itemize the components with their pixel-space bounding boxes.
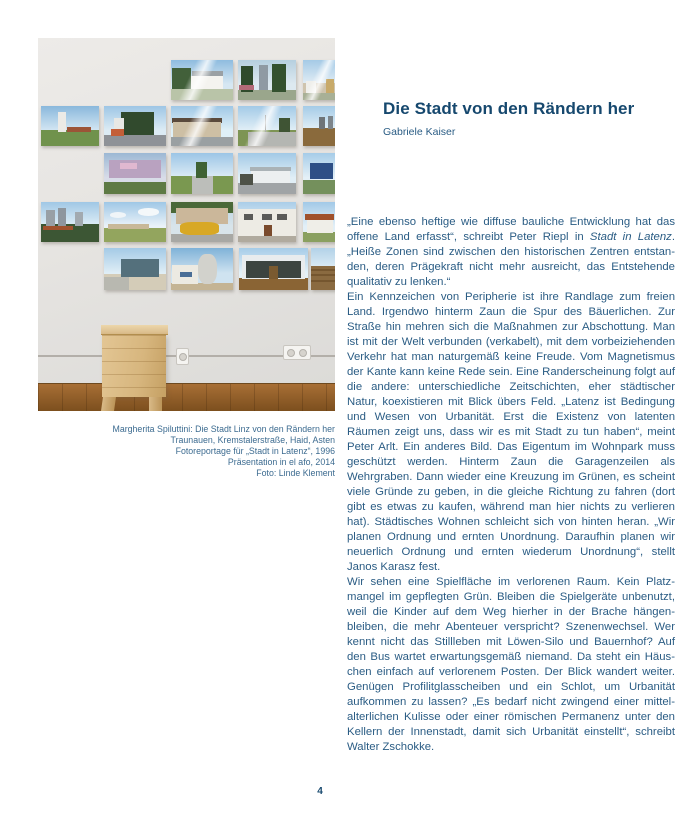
plexiglass-glare [303, 60, 335, 100]
wooden-bench [101, 325, 168, 411]
plexiglass-glare [171, 106, 233, 146]
wood-floor [38, 383, 335, 411]
wall-photo-towers-red-roofs [41, 202, 99, 242]
plexiglass-glare [171, 60, 233, 100]
wall-photo-field-towers [303, 106, 335, 146]
caption-line: Traunauen, Kremstalerstraße, Haid, Asten [170, 434, 335, 445]
wall-photo-street-bus [104, 106, 166, 146]
wall-photo-white-facade [238, 202, 296, 242]
wall-photo-town-sky [303, 60, 335, 100]
wall-photo-yellow-car [171, 202, 233, 242]
power-outlet-single [176, 348, 189, 365]
caption-line: Foto: Linde Klement [256, 467, 335, 478]
plexiglass-glare [238, 106, 296, 146]
article-title: Die Stadt von den Rändern her [383, 99, 635, 118]
body-paragraph: Ein Kennzeichen von Peripherie ist ihre Randlage zum freien Land. Irgendwo hinterm Zaun die Spur des Bäuerlichen. Zur Straße hin mehren sich die Maßnahmen zur Abschottung. Man ist mit der Welt verbunden (verkabelt), mit dem vorbeiziehenden Verkehr hat man naturgemäß keine Freude. Vom Magnetismus der Kante kann keine Rede sein. Eine Randerscheinung folgt auf die andere: unterschiedliche Zeitschichten, eher städtischer Natur, koexistieren mit Blick übers Feld. „Latenz ist Bedingung und Wesen von Urbanität. Erst die Existenz von latenten Räumen zeigt uns, dass wir es mit Stadt zu tun haben“, meint Peter Arlt. Ein anderes Bild. Das Eigentum im Wohnpark muss geschützt werden. Hinterm Zaun die Garagenzeilen als Wehrgraben. Dann wieder eine Kreuzung im Grünen, es scheint viele Gründe zu geben, in die gleiche Richtung zu fahren (dort gibt es etwas zu kaufen, während man hier nichts zu verlieren hat). Städtisches Wohnen schleicht sich von hinten heran. „Wir planen Ordnung und ernten Unordnung. Daraufhin planen wir neuerlich Ordnung und ernten wiederum Unordnung“, stellt Janos Karasz fest. [347, 291, 675, 573]
photo-caption [85, 424, 335, 479]
power-outlet-double [283, 345, 311, 360]
wall-photo-plowed-field [311, 248, 335, 290]
wall-photo-industrial-hall [238, 153, 296, 194]
article-body [347, 215, 675, 755]
bench-top [101, 325, 168, 335]
wall-photo-road-junction [238, 106, 296, 146]
bench-leg-left [101, 397, 116, 411]
wall-photo-billboard-blur [104, 153, 166, 194]
wall-photo-water-tower-field [41, 106, 99, 146]
wall-photo-silo-house [171, 248, 233, 290]
caption-line: Margherita Spiluttini: Die Stadt Linz von den Rändern her [112, 424, 335, 434]
body-paragraph: „Eine ebenso heftige wie diffuse bauliche Entwicklung hat das offene Land erfasst“, schreibt Peter Riepl in Stadt in Latenz. „Heiße Zonen sind zwischen den historischen Zentren entstanden, deren Prägekraft nicht mehr ausreicht, das Entstehende qualitativ zu lenken.“ [347, 216, 675, 288]
wall-photo-blue-sign [303, 153, 335, 194]
wall-photo-poplars-tower [238, 60, 296, 100]
wall-photo-arched-hall [239, 248, 308, 290]
gallery-photo [38, 38, 335, 411]
wall-photo-house-red-roof [303, 202, 335, 242]
page-number: 4 [317, 786, 323, 797]
wall-photo-roadside-inn [171, 106, 233, 146]
caption-line: Fotoreportage für „Stadt in Latenz“, 1996 [175, 445, 335, 456]
article-author: Gabriele Kaiser [383, 126, 456, 138]
body-paragraph: Wir sehen eine Spielfläche im verlorenen Raum. Kein Platzmangel im gepflegten Grün. Bleiben die Spielgeräte unbenutzt, weil die Kinder auf dem Weg hierher in der Brache hängenbleiben, die mehr Abenteuer verspricht? Szenenwechsel. Wer kennt nicht das Stillleben mit Löwen-Silo und Bauernhof? Auf den Bus wartet erwartungsgemäß niemand. Da steht ein Häuschen einfach auf verlorenem Posten. Der Blick wandert weiter. Genügen Profilitglasscheiben und ein Schlot, um Urbanität aufkommen zu lassen? „Es bedarf nicht zwingend einer mittelalterlichen Kulisse oder einer römischen Permanenz unter den Kellern der Innenstadt, damit sich Urbanität einstellt“, schreibt Walter Zschokke. [347, 576, 675, 753]
wall-photo-straight-road [171, 153, 233, 194]
wall-photo-white-house-trees [171, 60, 233, 100]
bench-leg-right [149, 397, 162, 411]
wall-photo-field-houses [104, 202, 166, 242]
bench-body [102, 335, 166, 397]
wall-photo-glass-building-road [104, 248, 166, 290]
caption-line: Präsentation in el afo, 2014 [227, 456, 335, 467]
